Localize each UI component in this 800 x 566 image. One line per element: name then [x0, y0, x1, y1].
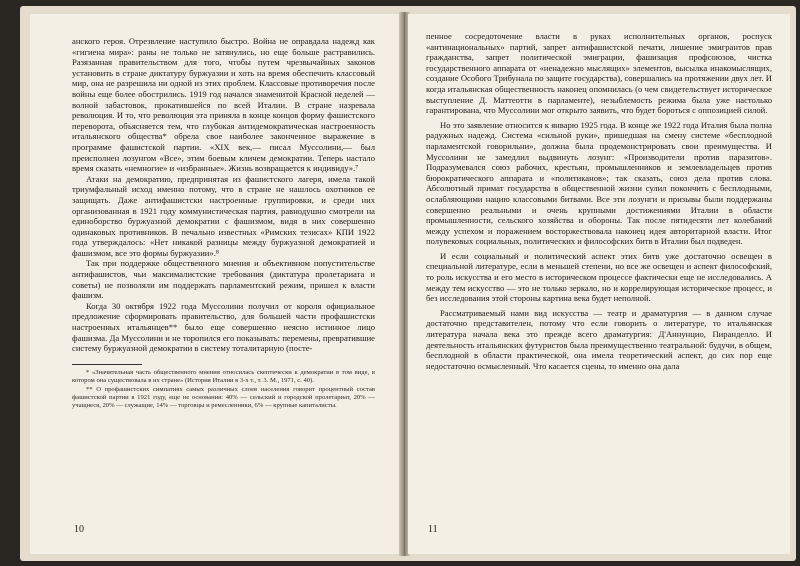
left-page	[30, 14, 400, 554]
page-number: 11	[428, 524, 438, 535]
footnote-rule	[72, 364, 142, 365]
page-number: 10	[74, 524, 84, 535]
left-page-body	[72, 36, 375, 411]
right-page	[408, 14, 790, 554]
right-page-body	[426, 31, 772, 371]
footnote: ** О профашистских симпатиях самых различных слоев населения говорит процентный состав фашистской партии в 1921 году, еще не основания: 40% — сельский и городской пролетариат, 20% — учащиеся, 20% — служащие, 14% — торговцы и ремесленники, 6% — крупные капиталисты.	[72, 385, 375, 410]
paragraph: анского героя. Отрезвление наступило быстро. Война не оправдала надежд как «гигиена мира»: раны не только не затянулись, но еще больше растравились. Разязанная правительством для того, чтобы путем чрезвычайных законов установить в стране диктатуру буржуазии и хоть на время обеспечить классовый мир, она не разрешила ни одной из этих проблем. Классовые противоречия после войны еще более обострились. 1919 год начался знаменитой Красной неделей — волной забастовок, прокатившейся по всей Италии. В стране назревала революция. И то, что революция эта приняла в конце концов форму фашистского переворота, объясняется тем, что глубокая антидемократическая настроенность итальянского общества* обрела свое наиболее законченное выражение в программе фашистской партии. «XIX век,— писал Муссолини,— был преисполнен лозунгом «Все», этим боевым кличем демократии. Теперь настало время сказать «немногие» и «избранные». Жизнь возвращается к индивиду».⁷	[72, 36, 375, 174]
paragraph: И если социальный и политический аспект этих битв уже достаточно освещен в специальной литературе, если в меньшей степени, но все же освещен и аспект философский, то роль искусства и его место в историческом процессе фактически еще не исследовались. А между тем искусство — это не только зеркало, но и коррелирующая историческое процесс, и без исследования этой стороны картина века будет неполной.	[426, 250, 772, 304]
paragraph: Когда 30 октября 1922 года Муссолини получил от короля официальное предложение сформировать правительство, для большей части профашистски настроенных итальянцев** было еще совершенно неясно истинное лицо фашизма. Да Муссолини и не торопился его показывать: перемены, превратившие систему буржуазной демократии в систему тоталитарную (посте-	[72, 300, 375, 354]
paragraph: Атаки на демократию, предпринятая из фашистского лагеря, имела такой триумфальный исход именно потому, что в стране не нашлось охотников ее защищать. Даже антифашистски настроенные группировки, и среди них организованная в 1921 году коммунистическая партия, равнодушно смотрели на единоборство буржуазной демократии с фашизмом, видя в них совершенно одинаковых противников. В печально известных «Римских тезисах» КПИ 1922 года утверждалось: «Нет никакой разницы между буржуазной демократией и фашизмом, все это формы буржуазии».⁸	[72, 173, 375, 258]
paragraph: пенное сосредоточение власти в руках исполнительных органов, роспуск «антинациональных» партий, запрет антифашистской печати, лишение эмигрантов прав гражданства, запрет политической эмиграции, фашизация профсоюзов, чистка государственного аппарата от «ненадежно мыслящих» элементов, высылка инакомыслящих, создание Особого Трибунала по защите государства), совершались на протяжении двух лет. И когда итальянская общественность наконец опомнилась (о чем свидетельствует историческое выступление Д. Маттеотти в парламенте), незыблемость режима была уже настолько гарантирована, что Муссолини мог открыто заявить, что будет бороться с оппозицией силой.	[426, 31, 772, 116]
paragraph: Так при поддержке общественного мнения и объективном попустительстве антифашистов, чьи максималистские требования (диктатура пролетариата и советы) не позволяли им поддержать парламентский режим, пришел к власти фашизм.	[72, 258, 375, 301]
paragraph: Но это заявление относится к январю 1925 года. В конце же 1922 года Италия была полна радужных надежд. Система «сильной руки», пришедшая на смену системе «бесплодной парламентской говорильни», должна была продемонстрировать свои преимущества. И Муссолини не замедлил выдвинуть лозунг: «Производители против паразитов». Подразумевался союз рабочих, крестьян, промышленников и землевладельцев против бюрократического аппарата и «политиканов»; так сказать, союз дела против слова. Абсолютный примат государства в общественной жизни сулил покончить с бесплодными, ослабляющими нацию классовыми битвами. Все эти лозунги и призывы были поддержаны совершенно реальными и очень крупными достижениями Италии в области промышленности, сельского хозяйства и обороны. Так после пятидесяти лет колебаний между успехом и поражением восторжествовала наконец идея авторитарной власти. Итог полувековых социальных, политических и философских битв в Италии был подведен.	[426, 119, 772, 247]
footnote: * «Значительная часть общественного мнения относилась скептически к демократии в том виде, в котором она существовала в их стране» (История Италии в 3-х т., т. 3. М., 1971, с. 40).	[72, 368, 375, 385]
open-book	[20, 6, 796, 561]
paragraph: Рассматриваемый нами вид искусства — театр и драматургия — в данном случае достаточно представителен, потому что если говорить о литературе, то итальянская литература начала века это прежде всего драматургия: Д'Аннунцио, Пиранделло. И деятельность итальянских футуристов была преимущественно театральной: будучи, в общем, бесплодной в области практической, она имела теоретический аспект, до сих пор еще недостаточно осмысленный. Что касается сцены, то именно она дала	[426, 307, 772, 371]
